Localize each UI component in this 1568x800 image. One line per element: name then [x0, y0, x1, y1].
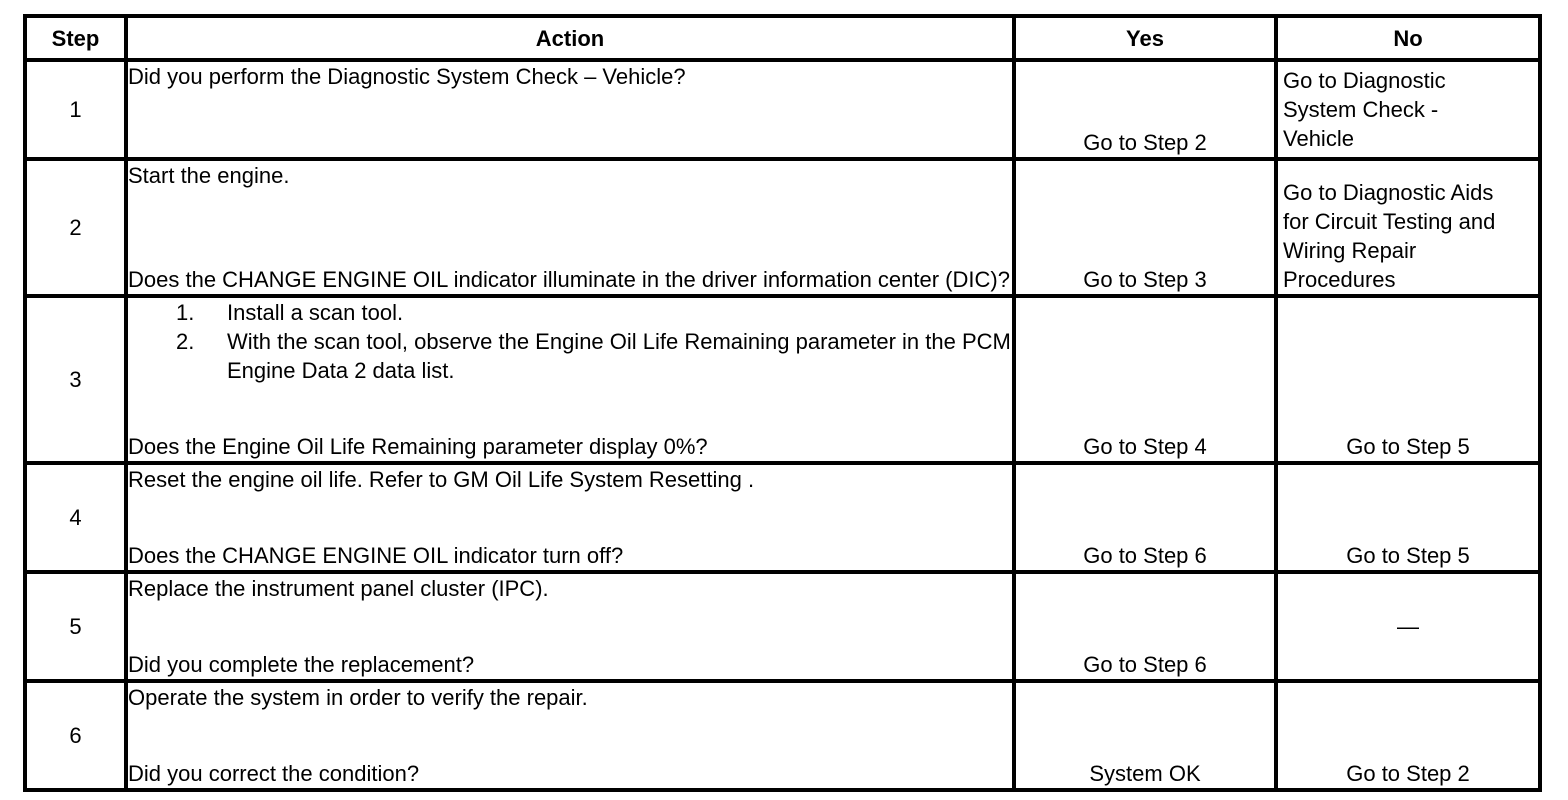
no-text-line: Go to Diagnostic Aids: [1283, 180, 1494, 205]
header-yes: Yes: [1014, 16, 1276, 60]
no-text-line: Vehicle: [1283, 126, 1354, 151]
header-no: No: [1276, 16, 1540, 60]
action-text: Did you perform the Diagnostic System Check – Vehicle?: [128, 64, 686, 89]
action-cell: [126, 463, 1014, 572]
no-text-line: Wiring Repair: [1283, 238, 1417, 263]
step-number: 3: [25, 296, 126, 463]
action-question: Did you complete the replacement?: [128, 652, 475, 677]
action-text: Replace the instrument panel cluster (IPC).: [128, 576, 549, 601]
table-row-step-5: [25, 572, 1540, 681]
action-step-list: [128, 298, 1012, 385]
table-row-step-4: [25, 463, 1540, 572]
step-number: 4: [25, 463, 126, 572]
yes-cell: System OK: [1014, 681, 1276, 790]
table-row-step-3: [25, 296, 1540, 463]
no-cell: [1276, 60, 1540, 159]
diagnostic-table: [23, 14, 1542, 792]
action-question: Does the CHANGE ENGINE OIL indicator illuminate in the driver information center (DIC)?: [128, 267, 1010, 292]
step-number: 2: [25, 159, 126, 296]
action-question: Does the Engine Oil Life Remaining parameter display 0%?: [128, 434, 708, 459]
no-text-line: Procedures: [1283, 267, 1396, 292]
no-cell: Go to Step 2: [1276, 681, 1540, 790]
yes-cell: Go to Step 6: [1014, 572, 1276, 681]
no-text-line: for Circuit Testing and: [1283, 209, 1496, 234]
action-step-item: 1. Install a scan tool.: [176, 300, 404, 325]
action-cell: [126, 60, 1014, 159]
action-question: Did you correct the condition?: [128, 761, 420, 786]
action-cell: [126, 572, 1014, 681]
action-question: Does the CHANGE ENGINE OIL indicator turn off?: [128, 543, 624, 568]
action-cell: [126, 681, 1014, 790]
no-text-line: Go to Diagnostic: [1283, 68, 1446, 93]
table-row-step-2: [25, 159, 1540, 296]
yes-cell: Go to Step 2: [1014, 60, 1276, 159]
header-action: Action: [126, 16, 1014, 60]
table-row-step-6: [25, 681, 1540, 790]
action-cell: [126, 296, 1014, 463]
no-cell: Go to Step 5: [1276, 463, 1540, 572]
header-row: [25, 16, 1540, 60]
action-text: Start the engine.: [128, 163, 290, 188]
no-cell: —: [1276, 572, 1540, 681]
no-text-line: System Check -: [1283, 97, 1439, 122]
header-step: Step: [25, 16, 126, 60]
yes-cell: Go to Step 4: [1014, 296, 1276, 463]
action-text: Operate the system in order to verify the repair.: [128, 685, 588, 710]
step-number: 1: [25, 60, 126, 159]
no-cell: [1276, 159, 1540, 296]
step-number: 6: [25, 681, 126, 790]
step-number: 5: [25, 572, 126, 681]
no-cell: Go to Step 5: [1276, 296, 1540, 463]
action-text: Reset the engine oil life. Refer to GM Oil Life System Resetting .: [128, 467, 755, 492]
yes-cell: Go to Step 3: [1014, 159, 1276, 296]
table-row-step-1: [25, 60, 1540, 159]
action-step-item: 2. With the scan tool, observe the Engine Oil Life Remaining parameter in the PCM Engine Data 2 data list.: [176, 329, 1011, 383]
action-cell: [126, 159, 1014, 296]
yes-cell: Go to Step 6: [1014, 463, 1276, 572]
